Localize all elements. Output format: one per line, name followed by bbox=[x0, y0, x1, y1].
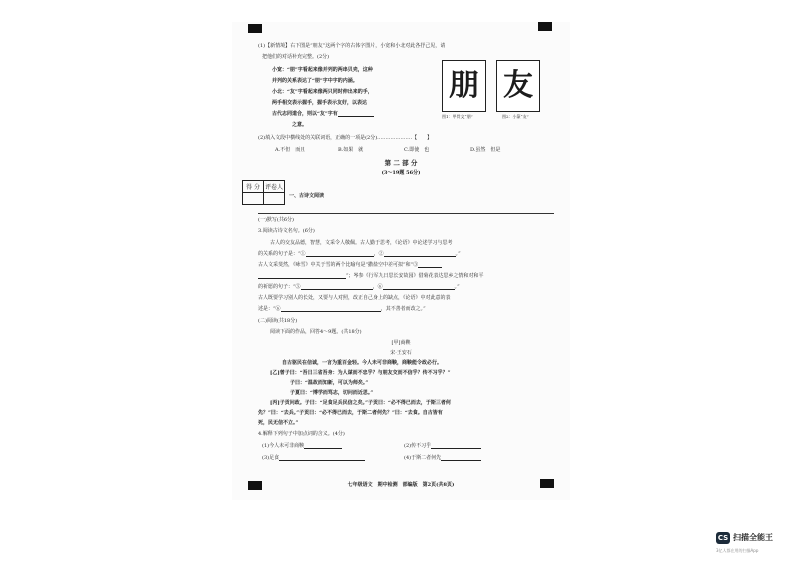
q1-stem-line1: (1)【新情境】右下图是“朋友”这两个字的古体字图片，小宽和小北对此各抒己见，请 bbox=[258, 43, 446, 49]
passage-yi-line1: [乙]曾子曰：“吾日三省吾身：为人谋而不忠乎？与朋友交而不信乎？传不习乎？” bbox=[270, 370, 451, 376]
watermark-subtitle: 3亿人都在用的扫描App bbox=[716, 548, 759, 553]
passage-bing-line2: 先？”曰：“去兵。”子贡曰：“必不得已而去，于斯二者何先？”曰：“去食。自古皆有 bbox=[258, 410, 443, 416]
q3-para-line5: 的祈愿的句子：“⑤ ，⑥ 。” bbox=[258, 284, 460, 290]
passage-tag: [甲]商鞅 bbox=[391, 340, 411, 346]
blank-5[interactable] bbox=[301, 284, 373, 290]
blank-2[interactable] bbox=[384, 251, 456, 257]
q3-para-line6: 古人既要学习别人的长处，又要与人对照，改正自己身上的缺点，《论语》中对此意的表 bbox=[258, 295, 451, 301]
q4-item-4: (4)于斯二者何先 bbox=[404, 455, 481, 461]
divider bbox=[258, 213, 554, 214]
q2-option-d[interactable]: D.虽然 但是 bbox=[470, 147, 501, 153]
q4-blank-1[interactable] bbox=[304, 443, 342, 449]
watermark-name: 扫描全能王 bbox=[733, 533, 773, 542]
score-label: 得 分 bbox=[243, 181, 264, 193]
grader-label: 评卷人 bbox=[264, 181, 285, 193]
glyph-peng-text: 朋 bbox=[449, 68, 479, 103]
q3-para-line1: 古人的交友品德，智慧，文采令人敬佩。古人勤于思考，《论语》中论述学习与思考 bbox=[270, 240, 453, 246]
q3-para-line4: ”；岑参《行军九日思长安故园》借菊花表达思乡之情和对和平 bbox=[258, 273, 484, 279]
q4-blank-3[interactable] bbox=[279, 455, 365, 461]
q1-kuan-line1: 小宽：“朋”字看起来像并列的两串贝壳，这种 bbox=[272, 67, 373, 73]
q1-bei-line1: 小北：“友”字看起来像两只同时伸出来的手， bbox=[272, 89, 373, 95]
q3-para-line7: 述是：“⑥ ，其不善者而改之。” bbox=[258, 306, 426, 312]
blank-4[interactable] bbox=[258, 273, 346, 279]
scanner-watermark bbox=[714, 529, 794, 561]
passage-bing-line1: [丙]子贡问政。子曰：“足食足兵民信之矣。”子贡曰：“必不得已而去，于斯三者何 bbox=[270, 400, 451, 406]
q1-bei-line3: 古代志同道合，则以“友”字有 bbox=[272, 111, 374, 117]
part2-title: 第 二 部 分 bbox=[384, 159, 418, 167]
blank-6[interactable] bbox=[383, 284, 455, 290]
glyph-you-text: 友 bbox=[503, 68, 533, 103]
q1-stem-line2: 把他们的对话补充完整。(2分) bbox=[262, 54, 330, 60]
glyph-image-you bbox=[496, 60, 540, 112]
q3-stem: 3.阅读古诗文名句。(6分) bbox=[258, 228, 315, 234]
q3-para-line3: 古人文采斐然，《咏雪》中关于雪的两个比喻句是“撒盐空中差可拟”和“③ bbox=[258, 262, 442, 268]
sub2-intro: 阅读下面的作品，回答4～9题。(共18分) bbox=[270, 329, 362, 335]
q3-para-line2: 的关系的句子是：“① ，② 。” bbox=[258, 251, 461, 257]
q4-stem-text: 4.解释下列句子中加点词的含义。(4分) bbox=[258, 431, 345, 437]
camscanner-logo-icon: CS bbox=[717, 534, 729, 542]
glyph-caption-b: 图2：小篆“友” bbox=[502, 114, 529, 119]
q1-bei-line2: 两手相交表示握手，握手表示友好，以表达 bbox=[272, 100, 368, 106]
q4-blank-2[interactable] bbox=[431, 443, 481, 449]
q1-answer-blank[interactable] bbox=[338, 111, 374, 117]
glyph-image-peng bbox=[442, 60, 486, 112]
passage-yi-line3: 子夏曰：“博学而笃志，切问而近思。” bbox=[290, 390, 374, 396]
score-cell[interactable] bbox=[243, 193, 264, 205]
q4-item-2: (2)传不习乎 bbox=[404, 443, 481, 449]
q4-item-3: (3)足食 bbox=[262, 455, 365, 461]
page-footer: 七年级语文 期中检测 部编版 第2页(共8页) bbox=[347, 482, 455, 488]
part2-range: (3～19题 56分) bbox=[381, 170, 421, 176]
blank-1[interactable] bbox=[306, 251, 374, 257]
registration-mark-top-left bbox=[248, 24, 262, 33]
q2-option-c[interactable]: C.即使 也 bbox=[404, 147, 430, 153]
blank-3[interactable] bbox=[418, 262, 442, 268]
grader-cell[interactable] bbox=[264, 193, 285, 205]
q1-bei-line4: 之意。 bbox=[292, 122, 308, 128]
passage-yi-line2: 子曰：“温故而知新，可以为师矣。” bbox=[290, 380, 369, 386]
passage-bing-line3: 死，民无信不立。” bbox=[258, 420, 299, 426]
q4-blank-4[interactable] bbox=[441, 455, 481, 461]
poem-text: 自古驱民在信诚，一言为重百金轻。今人未可非商鞅，商鞅能令政必行。 bbox=[282, 360, 443, 366]
section1-title: 一、古诗文阅读 bbox=[289, 193, 325, 199]
q1-kuan-line2: 并列的关系表达了“朋”字中字的内涵。 bbox=[272, 78, 358, 84]
q2-option-b[interactable]: B.如果 就 bbox=[338, 147, 364, 153]
q4-item-1: (1)今人未可非商鞅 bbox=[262, 443, 342, 449]
glyph-caption-a: 图1：甲骨文“朋” bbox=[442, 114, 473, 119]
q2-stem: (2)填入文段中横线处的关联词语，正确的一项是(2分)…………………【 】 bbox=[258, 135, 433, 141]
score-table bbox=[242, 180, 285, 205]
registration-mark-top-right bbox=[538, 22, 552, 31]
sub2-title: (二)阅读(共18分) bbox=[258, 318, 298, 324]
sub1-title: (一)默写(共6分) bbox=[258, 217, 294, 223]
blank-7[interactable] bbox=[281, 306, 381, 312]
passage-author: 宋·王安石 bbox=[390, 350, 412, 356]
q2-option-a[interactable]: A.不但 而且 bbox=[275, 147, 306, 153]
